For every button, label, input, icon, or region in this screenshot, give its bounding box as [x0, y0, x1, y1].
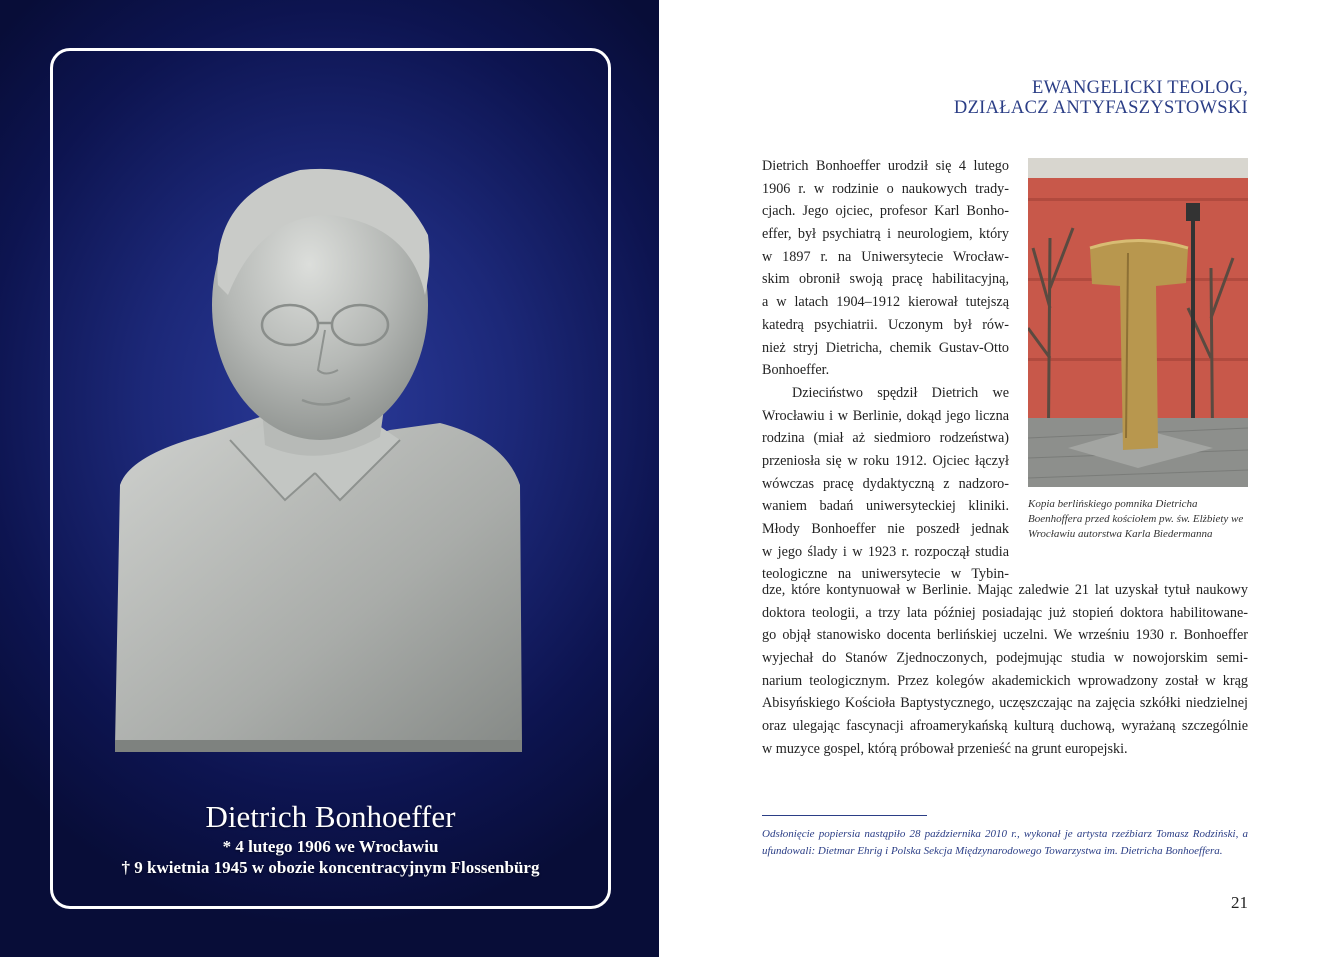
text-line: wówczas pracę dydaktyczną z nadzoro-: [762, 475, 1009, 492]
text-line: wyjechał do Stanów Zjednoczonych, podejmując studia w nowojorskim semi-: [762, 650, 1248, 667]
footnote-divider: [762, 815, 927, 816]
text-line: skim obronił swoją pracę habilitacyjną,: [762, 271, 1009, 288]
page-number: 21: [1231, 893, 1248, 912]
text-line: w jego ślady i w 1923 r. rozpoczął studia: [762, 543, 1009, 560]
bust-caption: [50, 798, 611, 878]
right-page: [659, 0, 1318, 957]
text-line: w 1897 r. na Uniwersytecie Wrocław-: [762, 248, 1009, 265]
text-line: a w latach 1904–1912 kierował tutejszą: [762, 294, 1009, 311]
heading-line-1: EWANGELICKI TEOLOG,: [1031, 78, 1248, 98]
text-line: go objął stanowisko docenta berlińskiej uczelni. We wrześniu 1930 r. Bonhoeffer: [762, 627, 1248, 644]
monument-photo: [1028, 158, 1248, 487]
full-width-text: [762, 579, 1248, 761]
text-line: rodzina (miał aż siedmioro rodzeństwa): [762, 430, 1009, 447]
text-line: Wrocławiu i w Berlinie, dokąd jego liczna: [762, 407, 1009, 424]
text-line: Dietrich Bonhoeffer urodził się 4 lutego: [762, 158, 1009, 174]
text-line: nież stryj Dietricha, chemik Gustav-Otto: [762, 339, 1009, 356]
text-line: cjach. Jego ojciec, profesor Karl Bonho-: [762, 203, 1009, 220]
text-line: przeniosła się w roku 1912. Ojciec łączył: [762, 452, 1009, 469]
text-line: effer, był psychiatrą i neurologiem, który: [762, 226, 1009, 243]
text-line: dze, które kontynuował w Berlinie. Mając zaledwie 21 lat uzyskał tytuł naukowy: [762, 582, 1248, 598]
text-line: oraz ulegając fascynacji afroamerykańską kulturą duchową, wyrażaną szczególnie: [762, 718, 1248, 735]
bust-image: [110, 155, 550, 755]
text-line: 1906 r. w rodzinie o naukowych trady-: [762, 180, 1009, 197]
text-line: w muzyce gospel, którą próbował przenieść na grunt europejski.: [762, 740, 1128, 757]
footnote: Odsłonięcie popiersia nastąpiło 28 października 2010 r., wykonał je artysta rzeźbiarz Tomasz Rodziński, a ufundowali: Dietmar Ehrig i Polska Sekcja Międzynarodowego Towarzystwa im. Dietricha Bonhoeffera.: [762, 828, 1248, 857]
photo-caption: Kopia berlińskiego pomnika Dietricha Boenhoffera przed kościołem pw. św. Elżbiety we Wrocławiu autorstwa Karla Biedermanna: [1028, 498, 1244, 541]
text-line: Bonhoeffer.: [762, 362, 830, 379]
text-line: narium teologicznym. Przez kolegów akademickich wprowadzony został w krąg: [762, 672, 1248, 689]
text-line: Młody Bonhoeffer nie poszedł jednak: [762, 521, 1009, 537]
text-line: waniem badań uniwersyteckiej kliniki.: [762, 498, 1009, 515]
birth-line: * 4 lutego 1906 we Wrocławiu: [222, 837, 439, 856]
section-heading: [954, 78, 1248, 118]
person-name: Dietrich Bonhoeffer: [205, 799, 456, 834]
death-line: † 9 kwietnia 1945 w obozie koncentracyjnym Flossenbürg: [121, 858, 540, 877]
text-line: doktora teologii, a trzy lata później posiadając już stopień doktora habilitowane-: [762, 604, 1248, 621]
column-text: [762, 155, 1009, 586]
text-line: teologiczne na uniwersytecie w Tybin-: [762, 566, 1009, 583]
heading-line-2: DZIAŁACZ ANTYFASZYSTOWSKI: [953, 98, 1248, 118]
text-line: Dzieciństwo spędził Dietrich we: [792, 384, 1009, 401]
text-line: katedrą psychiatrii. Uczonym był rów-: [762, 316, 1009, 333]
text-line: Abisyńskiego Kościoła Baptystycznego, uczęszczając na zajęcia szkółki niedzielnej: [762, 695, 1248, 712]
